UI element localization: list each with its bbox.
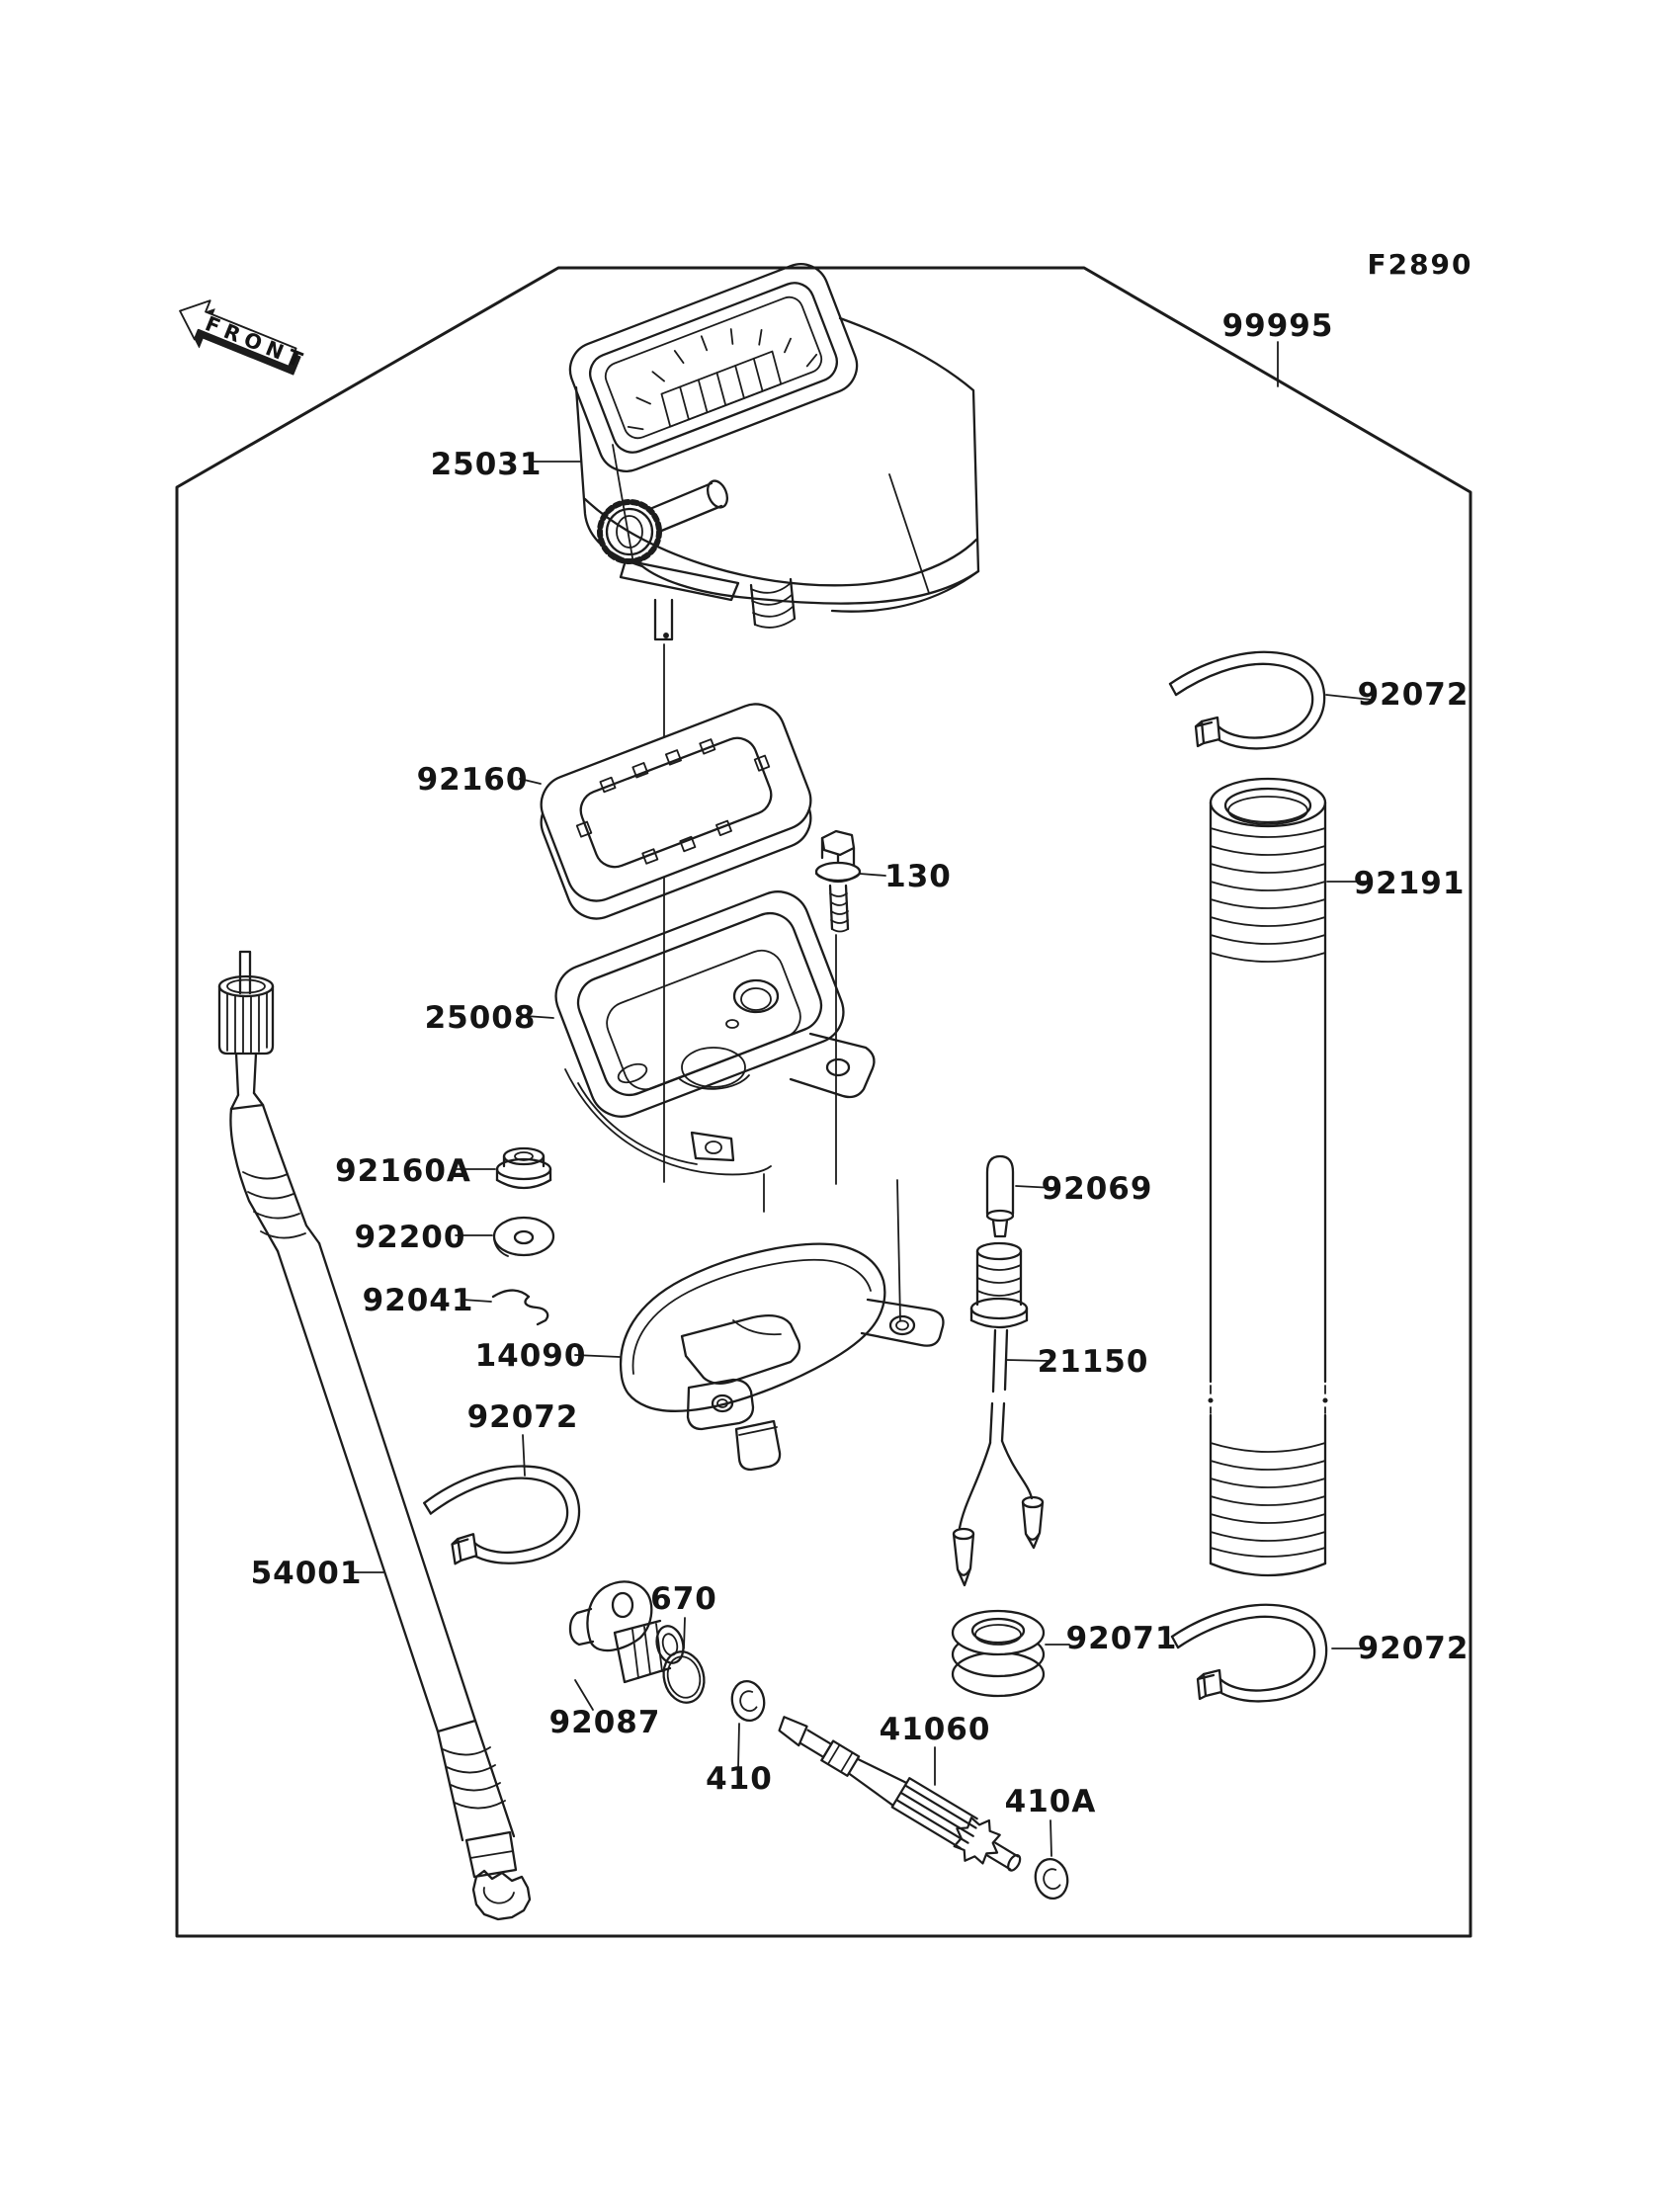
leader-410A: [1050, 1820, 1051, 1856]
part-label-130: 130: [884, 859, 952, 894]
part-label-92072-lower-right: 92072: [1357, 1631, 1470, 1666]
part-label-92072-mid-left: 92072: [466, 1399, 579, 1435]
part-92069-bulb-drawing: [987, 1156, 1013, 1236]
part-label-92071: 92071: [1065, 1621, 1178, 1656]
part-92072-clamp-mid-left-drawing: [423, 1463, 582, 1567]
diagram-border: [177, 268, 1470, 1936]
part-label-92072-upper-right: 92072: [1357, 677, 1470, 713]
part-14090-bracket-drawing: [621, 1244, 943, 1470]
part-label-92160A: 92160A: [335, 1153, 471, 1189]
part-label-54001: 54001: [250, 1556, 363, 1591]
figure-code: F2890: [1367, 248, 1473, 281]
odometer-window: [661, 352, 781, 427]
part-label-25008: 25008: [424, 1000, 537, 1036]
part-label-21150: 21150: [1037, 1344, 1149, 1380]
part-92200-washer-drawing: [494, 1218, 553, 1256]
front-arrow-label: FRONT: [202, 311, 311, 375]
part-label-410: 410: [706, 1761, 773, 1797]
part-21150-socket-drawing: [954, 1243, 1043, 1585]
part-label-25031: 25031: [430, 447, 543, 482]
part-410-washer-drawing: [728, 1678, 768, 1724]
dial-tick-marks: [608, 300, 819, 434]
part-label-99995: 99995: [1221, 308, 1334, 344]
leader-130: [860, 874, 885, 876]
part-label-92087: 92087: [548, 1705, 661, 1740]
part-92160A-grommet-drawing: [497, 1148, 550, 1188]
part-92191-tube-drawing: [1209, 779, 1327, 1575]
part-25031-speedometer-drawing: [562, 256, 978, 639]
part-92071-grommet-drawing: [953, 1611, 1044, 1696]
part-label-410A: 410A: [1004, 1784, 1097, 1819]
part-label-92069: 92069: [1041, 1171, 1153, 1207]
leader-670: [684, 1618, 685, 1648]
part-92072-clamp-lower-right-drawing: [1172, 1605, 1326, 1702]
part-label-670: 670: [650, 1581, 717, 1617]
part-label-14090: 14090: [474, 1338, 587, 1374]
part-label-41060: 41060: [879, 1712, 991, 1747]
part-54001-cable-drawing: [219, 952, 530, 1919]
part-label-92200: 92200: [354, 1220, 466, 1255]
leader-92072-b: [523, 1435, 525, 1476]
part-670-oring-drawing: [658, 1648, 709, 1707]
part-92072-clamp-upper-right-drawing: [1170, 652, 1324, 749]
part-92041-pin-drawing: [493, 1291, 547, 1324]
front-direction-arrow: [170, 292, 315, 387]
part-410A-washer-drawing: [1032, 1856, 1071, 1901]
part-25008-case-drawing: [546, 883, 874, 1175]
part-label-92160: 92160: [416, 762, 529, 798]
part-label-92191: 92191: [1353, 866, 1466, 901]
part-130-bolt-drawing: [816, 831, 860, 932]
part-label-92041: 92041: [362, 1283, 474, 1318]
leader-lines: [352, 342, 1372, 1856]
